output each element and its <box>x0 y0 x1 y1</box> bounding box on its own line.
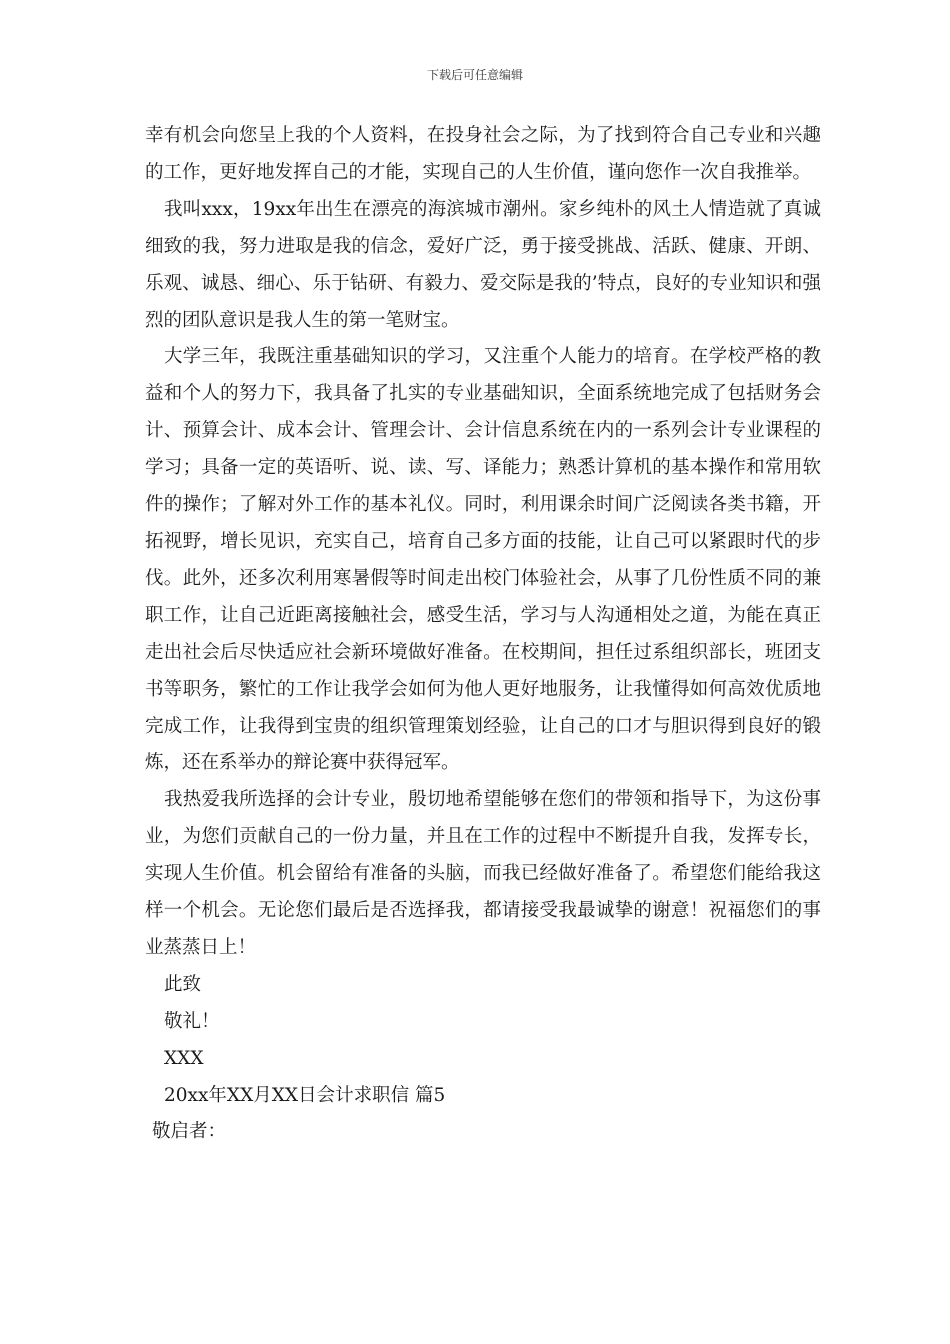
paragraph-intro: 幸有机会向您呈上我的个人资料，在投身社会之际，为了找到符合自己专业和兴趣的工作，更好地发挥自己的才能，实现自己的人生价值，谨向您作一次自我推举。 <box>145 125 821 183</box>
closing-line: 此致 <box>164 973 202 995</box>
signature-line: XXX <box>164 1047 204 1069</box>
paragraph-conclusion: 我热爱我所选择的会计专业，殷切地希望能够在您们的带领和指导下，为这份事业，为您们贡献自己的一份力量，并且在工作的过程中不断提升自我，发挥专长，实现人生价值。机会留给有准备的头脑，而我已经做好准备了。希望您们能给我这样一个机会。无论您们最后是否选择我，都请接受我最诚挚的谢意！祝福您们的事业蒸蒸日上！ <box>145 789 821 958</box>
date-title-line: 20xx年XX月XX日会计求职信 篇5 <box>164 1084 446 1106</box>
paragraph-self-introduction: 我叫xxx，19xx年出生在漂亮的海滨城市潮州。家乡纯朴的风土人情造就了真诚细致的我，努力进取是我的信念，爱好广泛，勇于接受挑战、活跃、健康、开朗、乐观、诚恳、细心、乐于钻研、有毅力、爱交际是我的’特点，良好的专业知识和强烈的团队意识是我人生的第一笔财宝。 <box>145 198 821 331</box>
greeting-line: 敬启者： <box>152 1121 227 1143</box>
salute-line: 敬礼！ <box>164 1010 220 1032</box>
paragraph-education: 大学三年，我既注重基础知识的学习，又注重个人能力的培育。在学校严格的教益和个人的努力下，我具备了扎实的专业基础知识，全面系统地完成了包括财务会计、预算会计、成本会计、管理会计、会计信息系统在内的一系列会计专业课程的学习；具备一定的英语听、说、读、写、译能力；熟悉计算机的基本操作和常用软件的操作；了解对外工作的基本礼仪。同时，利用课余时间广泛阅读各类书籍，开拓视野，增长见识，充实自己，培育自己多方面的技能，让自己可以紧跟时代的步伐。此外，还多次利用寒暑假等时间走出校门体验社会，从事了几份性质不同的兼职工作，让自己近距离接触社会，感受生活，学习与人沟通相处之道，为能在真正走出社会后尽快适应社会新环境做好准备。在校期间，担任过系组织部长，班团支书等职务，繁忙的工作让我学会如何为他人更好地服务，让我懂得如何高效优质地完成工作，让我得到宝贵的组织管理策划经验，让自己的口才与胆识得到良好的锻炼，还在系举办的辩论赛中获得冠军。 <box>145 346 821 774</box>
letter-body <box>145 118 821 1151</box>
page-header: 下载后可任意编辑 <box>426 68 523 82</box>
